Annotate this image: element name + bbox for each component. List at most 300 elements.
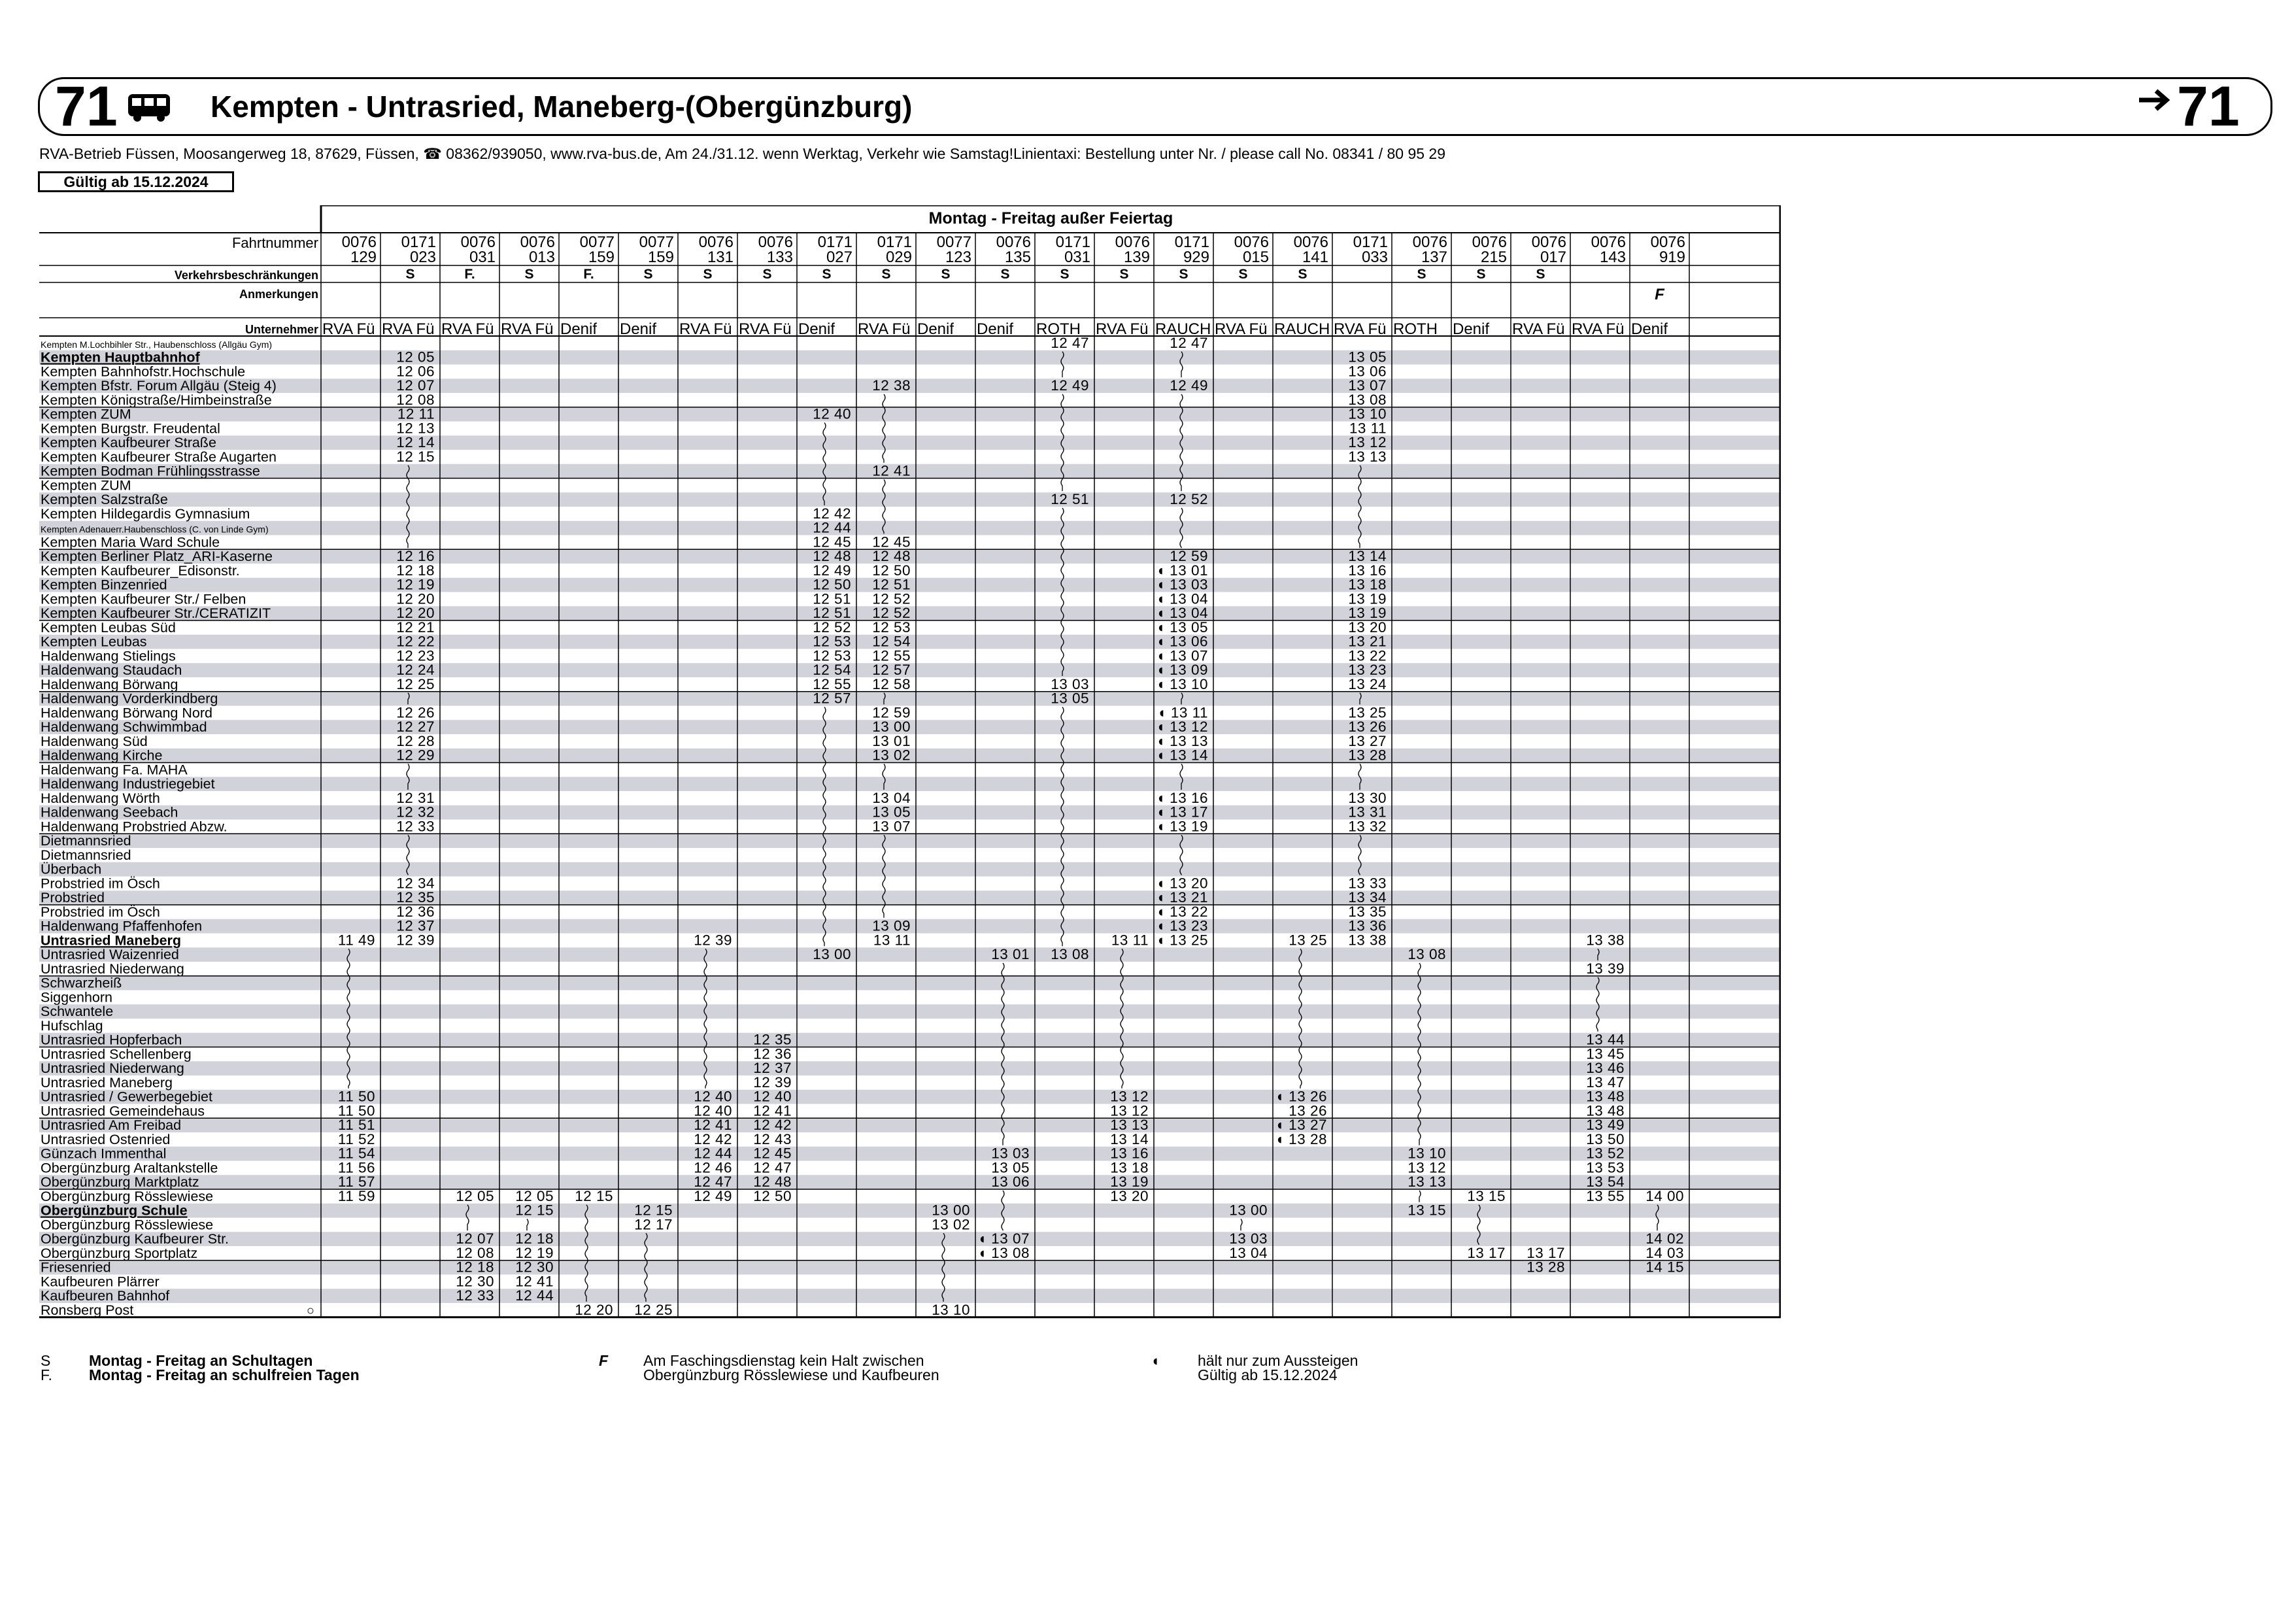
departure-time: 13 25 <box>1348 704 1387 721</box>
departure-time: 12 45 <box>753 1145 792 1162</box>
departure-time: 12 55 <box>813 675 851 692</box>
departure-time: 12 41 <box>694 1117 732 1133</box>
departure-time: 12 30 <box>515 1259 554 1276</box>
restriction-code: S <box>405 267 415 282</box>
departure-time: 12 48 <box>813 548 851 564</box>
stop-name: Obergünzburg Kaufbeurer Str. <box>41 1231 229 1247</box>
departure-time: 12 16 <box>396 548 435 564</box>
departure-time: 12 54 <box>813 662 851 678</box>
departure-time: 11 52 <box>337 1130 375 1147</box>
departure-time: 12 59 <box>1170 548 1208 564</box>
operator-name: RVA Fü <box>679 320 732 338</box>
stop-name: Untrasried Schellenberg <box>41 1046 192 1062</box>
departure-time: 12 06 <box>396 363 435 380</box>
legend-alight-text: hält nur zum Aussteigen <box>1198 1352 1358 1369</box>
operator-name: Denif <box>798 320 835 338</box>
departure-time: 12 41 <box>872 462 911 479</box>
departure-time: 12 44 <box>813 519 851 536</box>
departure-time: 13 12 <box>1408 1159 1446 1176</box>
departure-time: 13 26 <box>1348 719 1387 735</box>
pass-through-line <box>1241 1219 1242 1231</box>
restriction-code: S <box>1119 267 1129 282</box>
trip-number: 0171 <box>401 233 436 251</box>
departure-time: 14 15 <box>1645 1259 1684 1276</box>
row-stripe <box>39 834 1781 848</box>
departure-time: 13 12 <box>1110 1102 1149 1119</box>
departure-time: 12 51 <box>1051 491 1089 507</box>
departure-time: 13 12 <box>1110 1088 1149 1105</box>
operator-name: RVA Fü <box>1096 320 1149 338</box>
departure-time: 12 47 <box>753 1159 792 1176</box>
departure-time: 13 50 <box>1586 1130 1625 1147</box>
departure-time: 12 42 <box>694 1130 732 1147</box>
fasching-icon: F <box>1655 286 1664 303</box>
stop-name: Haldenwang Probstried Abzw. <box>41 819 228 835</box>
departure-time: 13 48 <box>1586 1088 1625 1105</box>
section-title: Montag - Freitag außer Feiertag <box>928 209 1173 228</box>
departure-time: 12 51 <box>813 605 851 621</box>
restriction-code: S <box>643 267 653 282</box>
departure-time: 12 05 <box>396 348 435 365</box>
departure-time: 12 39 <box>694 932 732 949</box>
row-stripe <box>39 521 1781 535</box>
stop-name: Haldenwang Schwimmbad <box>41 719 207 735</box>
stop-name: Obergünzburg Araltankstelle <box>41 1160 218 1176</box>
trip-number-suffix: 015 <box>1242 248 1269 266</box>
stop-name: Obergünzburg Schule <box>41 1202 188 1219</box>
stop-name: Obergünzburg Rösslewiese <box>41 1188 214 1204</box>
departure-time: 12 41 <box>753 1102 792 1119</box>
departure-time: 13 46 <box>1586 1060 1625 1076</box>
legend-s-code: S <box>41 1352 51 1369</box>
departure-time: 12 24 <box>396 662 435 678</box>
departure-time: ◖ 13 22 <box>1156 903 1208 920</box>
stop-name: Kempten Maria Ward Schule <box>41 534 220 550</box>
row-stripe <box>39 1260 1781 1275</box>
departure-time: 13 27 <box>1348 732 1387 749</box>
departure-time: 12 36 <box>753 1045 792 1062</box>
departure-time: 13 10 <box>1348 405 1387 422</box>
stop-name: Untrasried Niederwang <box>41 1060 184 1076</box>
departure-time: 14 00 <box>1645 1187 1684 1204</box>
operator-name: Denif <box>560 320 598 338</box>
row-stripe <box>39 1147 1781 1161</box>
restriction-code: S <box>822 267 832 282</box>
stop-name: Ronsberg Post <box>41 1302 134 1318</box>
trip-number-suffix: 031 <box>469 248 496 266</box>
departure-time: 13 03 <box>1229 1230 1268 1247</box>
departure-time: 12 37 <box>396 917 435 934</box>
stop-name: Haldenwang Seebach <box>41 804 178 820</box>
legend-s-text: Montag - Freitag an Schultagen <box>89 1352 313 1369</box>
trip-number-suffix: 159 <box>647 248 674 266</box>
trip-number-suffix: 123 <box>945 248 971 266</box>
departure-time: ◖ 13 05 <box>1156 618 1208 635</box>
operator-name: RVA Fü <box>1215 320 1268 338</box>
restriction-code: S <box>703 267 713 282</box>
line-number-right: 71 <box>2177 75 2240 138</box>
stop-name: Haldenwang Pfaffenhofen <box>41 918 203 934</box>
stop-name: Günzach Immenthal <box>41 1145 167 1162</box>
departure-time: 12 25 <box>396 675 435 692</box>
departure-time: 13 00 <box>872 719 911 735</box>
trip-number-suffix: 929 <box>1183 248 1209 266</box>
departure-time: 13 16 <box>1348 562 1387 579</box>
trip-number: 0076 <box>996 233 1031 251</box>
departure-time: 12 49 <box>694 1187 732 1204</box>
row-stripe <box>39 976 1781 990</box>
departure-time: 12 20 <box>396 590 435 607</box>
departure-time: 12 53 <box>813 633 851 650</box>
row-stripe <box>39 492 1781 507</box>
departure-time: 13 02 <box>872 747 911 764</box>
restriction-code: S <box>1476 267 1486 282</box>
departure-time: 12 44 <box>694 1145 732 1162</box>
departure-time: ◖ 13 25 <box>1156 932 1208 949</box>
remarks-label: Anmerkungen <box>239 288 318 301</box>
row-stripe <box>39 407 1781 422</box>
stop-name: Kempten Adenauerr.Haubenschloss (C. von Linde Gym) <box>41 524 269 535</box>
departure-time: 13 49 <box>1586 1117 1625 1133</box>
departure-time: 13 21 <box>1348 633 1387 650</box>
row-stripe <box>39 350 1781 365</box>
departure-time: ◖ 13 04 <box>1156 605 1208 621</box>
stop-name: Kempten ZUM <box>41 477 131 494</box>
departure-time: 12 58 <box>872 675 911 692</box>
operator-name: Denif <box>1453 320 1490 338</box>
departure-time: 12 52 <box>1170 491 1208 507</box>
pass-through-line <box>883 394 885 463</box>
departure-time: 12 41 <box>515 1273 554 1290</box>
departure-time: 13 03 <box>991 1145 1030 1162</box>
trip-number-suffix: 139 <box>1123 248 1150 266</box>
legend-f-text: Montag - Freitag an schulfreien Tagen <box>89 1366 360 1383</box>
departure-time: 13 13 <box>1110 1117 1149 1133</box>
departure-time: 13 08 <box>1348 391 1387 408</box>
stop-name: Kempten Bodman Frühlingsstrasse <box>41 463 260 479</box>
operator-label: Unternehmer <box>245 323 318 336</box>
departure-time: 12 21 <box>396 618 435 635</box>
arrow-right-icon <box>2136 87 2174 113</box>
stop-name: Kempten Leubas <box>41 634 147 650</box>
departure-time: 12 23 <box>396 647 435 664</box>
operator-name: RVA Fü <box>739 320 792 338</box>
departure-time: 13 01 <box>872 732 911 749</box>
departure-time: 12 40 <box>694 1102 732 1119</box>
trip-number: 0076 <box>1591 233 1626 251</box>
trip-number-suffix: 013 <box>528 248 555 266</box>
operator-name: RVA Fü <box>501 320 554 338</box>
departure-time: 11 50 <box>337 1102 375 1119</box>
stop-name: Haldenwang Wörth <box>41 790 160 806</box>
trip-number: 0076 <box>1115 233 1150 251</box>
departure-time: ◖ 13 10 <box>1156 675 1208 692</box>
trip-number: 0076 <box>1531 233 1566 251</box>
departure-time: 14 03 <box>1645 1244 1684 1261</box>
departure-time: 13 14 <box>1110 1130 1149 1147</box>
departure-time: 12 37 <box>753 1060 792 1076</box>
stop-name: Haldenwang Industriegebiet <box>41 776 215 792</box>
departure-time: 12 52 <box>872 605 911 621</box>
legend-fasching-line2: Obergünzburg Rösslewiese und Kaufbeuren <box>643 1366 939 1383</box>
stop-name: Kempten Kaufbeurer Straße Augarten <box>41 448 277 465</box>
trip-number: 0077 <box>639 233 674 251</box>
pass-through-line <box>1061 707 1064 947</box>
departure-time: 13 20 <box>1110 1187 1149 1204</box>
departure-time: 12 27 <box>396 719 435 735</box>
departure-time: 13 18 <box>1110 1159 1149 1176</box>
trip-number: 0076 <box>698 233 734 251</box>
trip-number: 0077 <box>936 233 971 251</box>
departure-time: 12 42 <box>753 1117 792 1133</box>
trip-number-suffix: 131 <box>707 248 734 266</box>
departure-time: 12 08 <box>456 1244 494 1261</box>
stop-name: Dietmannsried <box>41 833 131 849</box>
departure-time: 13 26 <box>1289 1102 1327 1119</box>
departure-time: 13 24 <box>1348 675 1387 692</box>
departure-time: ◖ 13 06 <box>1156 633 1208 650</box>
row-stripe <box>39 1033 1781 1047</box>
row-stripe <box>39 692 1781 706</box>
departure-time: 12 29 <box>396 747 435 764</box>
stop-name: Kempten M.Lochbihler Str., Haubenschloss (Allgäu Gym) <box>41 339 273 350</box>
route-title: Kempten - Untrasried, Maneberg-(Obergünzburg) <box>211 90 913 124</box>
departure-time: 13 14 <box>1348 548 1387 564</box>
departure-time: 12 15 <box>575 1187 613 1204</box>
departure-time: 12 14 <box>396 434 435 450</box>
stop-name: Kempten Hildegardis Gymnasium <box>41 505 250 522</box>
departure-time: 13 11 <box>1111 932 1149 949</box>
stop-name: Kempten Salzstraße <box>41 492 168 507</box>
departure-time: 13 07 <box>872 818 911 835</box>
departure-time: 12 50 <box>753 1187 792 1204</box>
departure-time: 12 08 <box>396 391 435 408</box>
departure-time: 12 49 <box>813 562 851 579</box>
departure-time: 13 00 <box>932 1202 970 1219</box>
departure-time: 11 56 <box>337 1159 375 1176</box>
stop-name: Überbach <box>41 861 102 877</box>
trip-number-suffix: 033 <box>1361 248 1388 266</box>
pass-through-line <box>527 1219 528 1231</box>
departure-time: 12 17 <box>634 1216 673 1233</box>
departure-time: 12 51 <box>813 590 851 607</box>
stop-name: Kempten Kaufbeurer_Edisonstr. <box>41 562 240 579</box>
row-stripe <box>39 1289 1781 1303</box>
departure-time: 13 13 <box>1348 448 1387 465</box>
stop-name: Hufschlag <box>41 1017 103 1034</box>
stop-name: Kempten Kaufbeurer Straße <box>41 435 216 450</box>
departure-time: 13 08 <box>1408 946 1446 962</box>
departure-time: 12 11 <box>397 405 435 422</box>
trip-number: 0171 <box>1055 233 1090 251</box>
departure-time: ◖ 13 08 <box>977 1244 1030 1261</box>
departure-time: 12 53 <box>872 618 911 635</box>
departure-time: 12 46 <box>694 1159 732 1176</box>
stop-name: Kaufbeuren Bahnhof <box>41 1288 170 1304</box>
trip-number-suffix: 023 <box>409 248 436 266</box>
departure-time: 13 32 <box>1348 818 1387 835</box>
departure-time: 13 03 <box>1051 675 1089 692</box>
operator-name: ROTH <box>1393 320 1438 338</box>
departure-time: 12 15 <box>634 1202 673 1219</box>
departure-time: 13 00 <box>813 946 851 962</box>
stop-name: Probstried im Ösch <box>41 875 160 892</box>
stop-name: Haldenwang Fa. MAHA <box>41 762 188 778</box>
departure-time: 13 04 <box>872 789 911 806</box>
departure-time: 12 40 <box>753 1088 792 1105</box>
legend-f-code: F. <box>41 1366 52 1383</box>
departure-time: 12 50 <box>872 562 911 579</box>
row-stripe <box>39 1232 1781 1246</box>
restriction-code: S <box>1536 267 1545 282</box>
trip-number-suffix: 129 <box>350 248 377 266</box>
trip-number: 0077 <box>579 233 615 251</box>
departure-time: 12 45 <box>872 533 911 550</box>
departure-time: 13 22 <box>1348 647 1387 664</box>
row-stripe <box>39 435 1781 450</box>
trip-number: 0076 <box>520 233 555 251</box>
departure-time: 12 28 <box>396 732 435 749</box>
departure-time: ◖ 13 09 <box>1156 662 1208 678</box>
trip-number: 0171 <box>1353 233 1388 251</box>
trip-number-suffix: 215 <box>1480 248 1507 266</box>
departure-time: 13 04 <box>1229 1244 1268 1261</box>
line-number: 71 <box>55 75 118 138</box>
departure-time: 11 57 <box>337 1174 375 1190</box>
stop-name: Probstried im Ösch <box>41 904 160 920</box>
departure-time: 13 54 <box>1586 1174 1625 1190</box>
departure-time: 12 43 <box>753 1130 792 1147</box>
departure-time: 12 34 <box>396 875 435 892</box>
departure-time: 12 40 <box>813 405 851 422</box>
trip-number: 0171 <box>877 233 912 251</box>
trip-number: 0076 <box>758 233 793 251</box>
departure-time: 13 10 <box>932 1301 970 1318</box>
stop-name: Kempten Bfstr. Forum Allgäu (Steig 4) <box>41 378 277 394</box>
departure-time: 12 49 <box>1051 377 1089 394</box>
stop-name: Untrasried Niederwang <box>41 960 184 977</box>
departure-time: 12 18 <box>396 562 435 579</box>
trip-number-suffix: 029 <box>885 248 912 266</box>
departure-time: 13 09 <box>872 917 911 934</box>
operator-name: Denif <box>620 320 657 338</box>
fasching-icon: F <box>599 1352 609 1369</box>
departure-time: ◖ 13 07 <box>1156 647 1208 664</box>
restriction-code: S <box>1238 267 1248 282</box>
restriction-code: S <box>762 267 772 282</box>
departure-time: 12 20 <box>575 1301 613 1318</box>
legend-fasching-line1: Am Faschingsdienstag kein Halt zwischen <box>643 1352 924 1369</box>
trip-number-suffix: 017 <box>1540 248 1566 266</box>
operator-name: Denif <box>917 320 954 338</box>
departure-time: 12 39 <box>753 1074 792 1091</box>
operator-name: RVA Fü <box>441 320 494 338</box>
departure-time: 12 49 <box>1170 377 1208 394</box>
trip-number: 0076 <box>341 233 377 251</box>
restriction-code: S <box>1298 267 1307 282</box>
departure-time: 12 33 <box>456 1287 494 1304</box>
row-stripe <box>39 1175 1781 1189</box>
departure-time: 12 47 <box>1170 334 1208 351</box>
departure-time: ◖ 13 14 <box>1156 747 1208 764</box>
departure-time: ◖ 13 17 <box>1156 804 1208 820</box>
departure-time: 13 15 <box>1408 1202 1446 1219</box>
departure-time: 12 19 <box>396 576 435 593</box>
operator-name: RAUCH <box>1155 320 1211 338</box>
departure-time: ◖ 13 20 <box>1156 875 1208 892</box>
trip-number-suffix: 135 <box>1004 248 1031 266</box>
trip-number-suffix: 159 <box>588 248 615 266</box>
stop-name: Probstried <box>41 890 105 905</box>
stop-name: Untrasried / Gewerbegebiet <box>41 1089 212 1105</box>
departure-time: 13 05 <box>991 1159 1030 1176</box>
departure-time: 12 59 <box>872 704 911 721</box>
operator-name: RVA Fü <box>322 320 375 338</box>
restriction-code: F. <box>583 267 594 282</box>
departure-time: 12 19 <box>515 1244 554 1261</box>
departure-time: 12 15 <box>396 448 435 465</box>
departure-time: 12 33 <box>396 818 435 835</box>
departure-time: 12 42 <box>813 505 851 522</box>
departure-time: 13 30 <box>1348 789 1387 806</box>
departure-time: 13 05 <box>872 804 911 820</box>
departure-time: 11 54 <box>337 1145 375 1162</box>
operator-info: RVA-Betrieb Füssen, Moosangerweg 18, 87629, Füssen, ☎ 08362/939050, www.rva-bus.de, Am 24./31.12. wenn Werktag, Verkehr wie Samstag!Linientaxi: Bestellung unter Nr. / please call No. 08341 / 80 95 29 <box>39 145 1446 162</box>
pass-through-line <box>823 707 826 947</box>
operator-name: RVA Fü <box>858 320 911 338</box>
departure-time: 13 06 <box>1348 363 1387 380</box>
trip-number-label: Fahrtnummer <box>231 235 318 251</box>
departure-time: 12 05 <box>456 1187 494 1204</box>
departure-time: 12 20 <box>396 605 435 621</box>
departure-time: 14 02 <box>1645 1230 1684 1247</box>
stop-name: Haldenwang Börwang Nord <box>41 705 212 721</box>
departure-time: 13 17 <box>1527 1244 1565 1261</box>
stop-name: Kempten Bahnhofstr.Hochschule <box>41 364 246 380</box>
departure-time: 12 36 <box>396 903 435 920</box>
departure-time: 13 48 <box>1586 1102 1625 1119</box>
trip-number-suffix: 143 <box>1599 248 1626 266</box>
departure-time: 13 20 <box>1348 618 1387 635</box>
stop-name: Haldenwang Börwang <box>41 676 178 692</box>
departure-time: ◖ 13 23 <box>1156 917 1208 934</box>
stop-name: Untrasried Gemeindehaus <box>41 1103 205 1119</box>
departure-time: 13 19 <box>1348 605 1387 621</box>
departure-time: 12 51 <box>872 576 911 593</box>
row-stripe <box>39 947 1781 962</box>
operator-name: RVA Fü <box>1572 320 1625 338</box>
stop-name: Haldenwang Staudach <box>41 662 182 678</box>
departure-time: 12 57 <box>872 662 911 678</box>
circle-icon: ○ <box>306 1303 314 1318</box>
stop-name: Kempten Binzenried <box>41 577 167 593</box>
operator-name: RVA Fü <box>1334 320 1387 338</box>
restriction-code: S <box>1179 267 1189 282</box>
half-circle-icon: ◖ <box>1151 1352 1160 1369</box>
departure-time: 13 45 <box>1586 1045 1625 1062</box>
departure-time: 12 54 <box>872 633 911 650</box>
validity-badge: Gültig ab 15.12.2024 <box>38 171 234 192</box>
trip-number: 0076 <box>1234 233 1269 251</box>
departure-time: 12 48 <box>753 1174 792 1190</box>
stop-name: Haldenwang Süd <box>41 733 148 749</box>
departure-time: 12 50 <box>813 576 851 593</box>
stop-name: Untrasried Maneberg <box>41 1074 173 1091</box>
stop-name: Friesenried <box>41 1259 111 1276</box>
row-stripe <box>39 777 1781 791</box>
departure-time: 12 39 <box>396 932 435 949</box>
departure-time: 13 12 <box>1348 434 1387 450</box>
